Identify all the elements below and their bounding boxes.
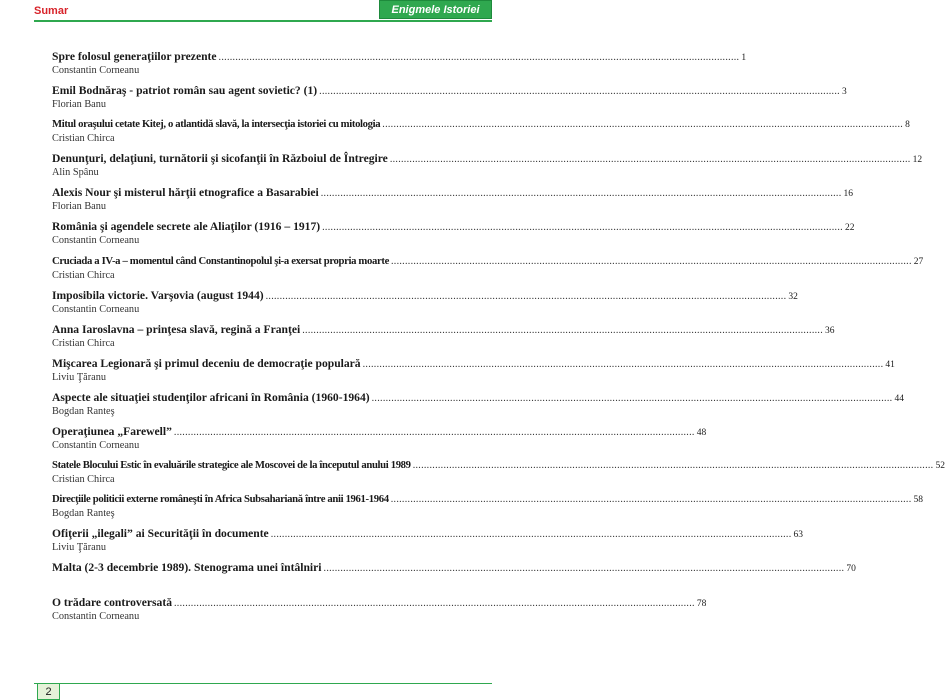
toc-entry[interactable] (52, 527, 804, 561)
article-title: Emil Bodnăraş - patriot român sau agent sovietic? (1) (52, 84, 318, 98)
article-author: Florian Banu (52, 201, 107, 213)
article-page-number: 78 (696, 598, 707, 609)
dot-leader (174, 598, 695, 609)
dot-leader (372, 393, 893, 404)
page-number: 2 (37, 683, 60, 700)
footer-divider (34, 683, 492, 684)
header-divider (34, 20, 492, 22)
dot-leader (363, 359, 884, 370)
toc-entry[interactable] (52, 84, 847, 118)
article-page-number: 27 (913, 256, 924, 267)
dot-leader (413, 460, 934, 471)
article-title: Mitul oraşului cetate Kitej, o atlantidă slavă, la intersecţia istoriei cu mitologia (52, 118, 381, 131)
magazine-name-tab: Enigmele Istoriei (379, 0, 492, 19)
toc-entry[interactable] (52, 390, 904, 425)
article-title: Spre folosul generaţiilor prezente (52, 50, 217, 63)
article-author: Constantin Corneanu (52, 65, 140, 76)
dot-leader (391, 256, 912, 267)
article-author: Constantin Corneanu (52, 303, 140, 315)
article-title: Mişcarea Legionară şi primul deceniu de democraţie populară (52, 356, 361, 370)
toc-entry[interactable] (52, 50, 747, 84)
table-of-contents (52, 50, 945, 630)
article-title: Anna Iaroslavna – prinţesa slavă, regină a Franţei (52, 322, 301, 336)
article-page-number: 70 (846, 564, 856, 575)
dot-leader (391, 494, 912, 505)
section-title: Sumar (34, 5, 69, 17)
article-author: Florian Banu (52, 99, 107, 111)
toc-entry[interactable] (52, 459, 945, 493)
article-author: Liviu Ţăranu (52, 371, 107, 383)
dot-leader (324, 563, 845, 574)
dot-leader (219, 52, 740, 63)
dot-leader (321, 188, 842, 199)
article-title: Aspecte ale situaţiei studenţilor africani în România (1960-1964) (52, 390, 370, 404)
article-title: Cruciada a IV-a – momentul când Constantinopolul şi-a exersat propria moarte (52, 254, 389, 267)
article-author: Cristian Chirca (52, 269, 115, 281)
toc-entry[interactable] (52, 356, 895, 391)
article-title: Imposibila victorie. Varşovia (august 1944) (52, 288, 264, 302)
article-title: Statele Blocului Estic în evaluările strategice ale Moscovei de la începutul anului 1989 (52, 459, 411, 472)
article-author: Liviu Ţăranu (52, 542, 107, 554)
toc-entry[interactable] (52, 152, 923, 186)
dot-leader (319, 86, 840, 97)
dot-leader (266, 291, 787, 302)
article-title: O trădare controversată (52, 595, 172, 609)
toc-entry[interactable] (52, 425, 707, 459)
article-page-number: 48 (696, 428, 707, 439)
article-page-number: 58 (913, 495, 924, 506)
article-page-number: 32 (788, 291, 798, 302)
toc-entry[interactable] (52, 118, 910, 152)
article-page-number: 8 (905, 120, 910, 131)
article-author: Cristian Chirca (52, 474, 115, 486)
article-page-number: 52 (935, 461, 945, 472)
article-author: Bogdan Ranteş (52, 405, 115, 417)
article-author: Alin Spânu (52, 167, 99, 179)
dot-leader (302, 325, 823, 336)
toc-entry[interactable] (52, 288, 798, 323)
toc-entry[interactable] (52, 186, 854, 220)
article-author: Constantin Corneanu (52, 610, 140, 622)
dot-leader (390, 154, 911, 165)
dot-leader (322, 222, 843, 233)
article-title: România şi agendele secrete ale Aliaţilor (1916 – 1917) (52, 220, 321, 234)
article-title: Operaţiunea „Farewell” (52, 425, 172, 439)
article-page-number: 36 (825, 325, 835, 336)
article-author: Bogdan Ranteş (52, 508, 115, 520)
toc-title-line (52, 561, 856, 578)
article-title: Direcţiile politicii externe româneşti în Africa Subsahariană între anii 1961-1964 (52, 493, 389, 506)
toc-entry[interactable] (52, 220, 855, 254)
article-author: Cristian Chirca (52, 133, 115, 145)
article-page-number: 12 (912, 155, 923, 166)
article-page-number: 3 (841, 87, 847, 98)
article-page-number: 41 (885, 359, 895, 370)
article-title: Malta (2-3 decembrie 1989). Stenograma unei întâlniri (52, 561, 322, 575)
toc-entry[interactable] (52, 254, 924, 289)
article-page-number: 63 (793, 530, 804, 541)
toc-entry[interactable] (52, 493, 924, 527)
article-author: Constantin Corneanu (52, 235, 140, 247)
article-page-number: 1 (741, 53, 747, 63)
article-page-number: 16 (843, 189, 854, 200)
article-title: Alexis Nour şi misterul hărţii etnografice a Basarabiei (52, 186, 319, 200)
toc-entry[interactable] (52, 561, 856, 595)
article-page-number: 44 (894, 393, 904, 404)
article-author: Constantin Corneanu (52, 440, 140, 452)
article-title: Denunţuri, delaţiuni, turnătorii şi sicofanţii în Războiul de Întregire (52, 152, 388, 166)
dot-leader (271, 529, 792, 540)
article-title: Ofiţerii „ilegali” ai Securităţii în documente (52, 527, 269, 541)
article-author: Cristian Chirca (52, 337, 115, 349)
toc-entry[interactable] (52, 595, 707, 630)
dot-leader (382, 119, 903, 130)
toc-entry[interactable] (52, 322, 835, 357)
article-page-number: 22 (844, 223, 855, 234)
dot-leader (174, 427, 695, 438)
